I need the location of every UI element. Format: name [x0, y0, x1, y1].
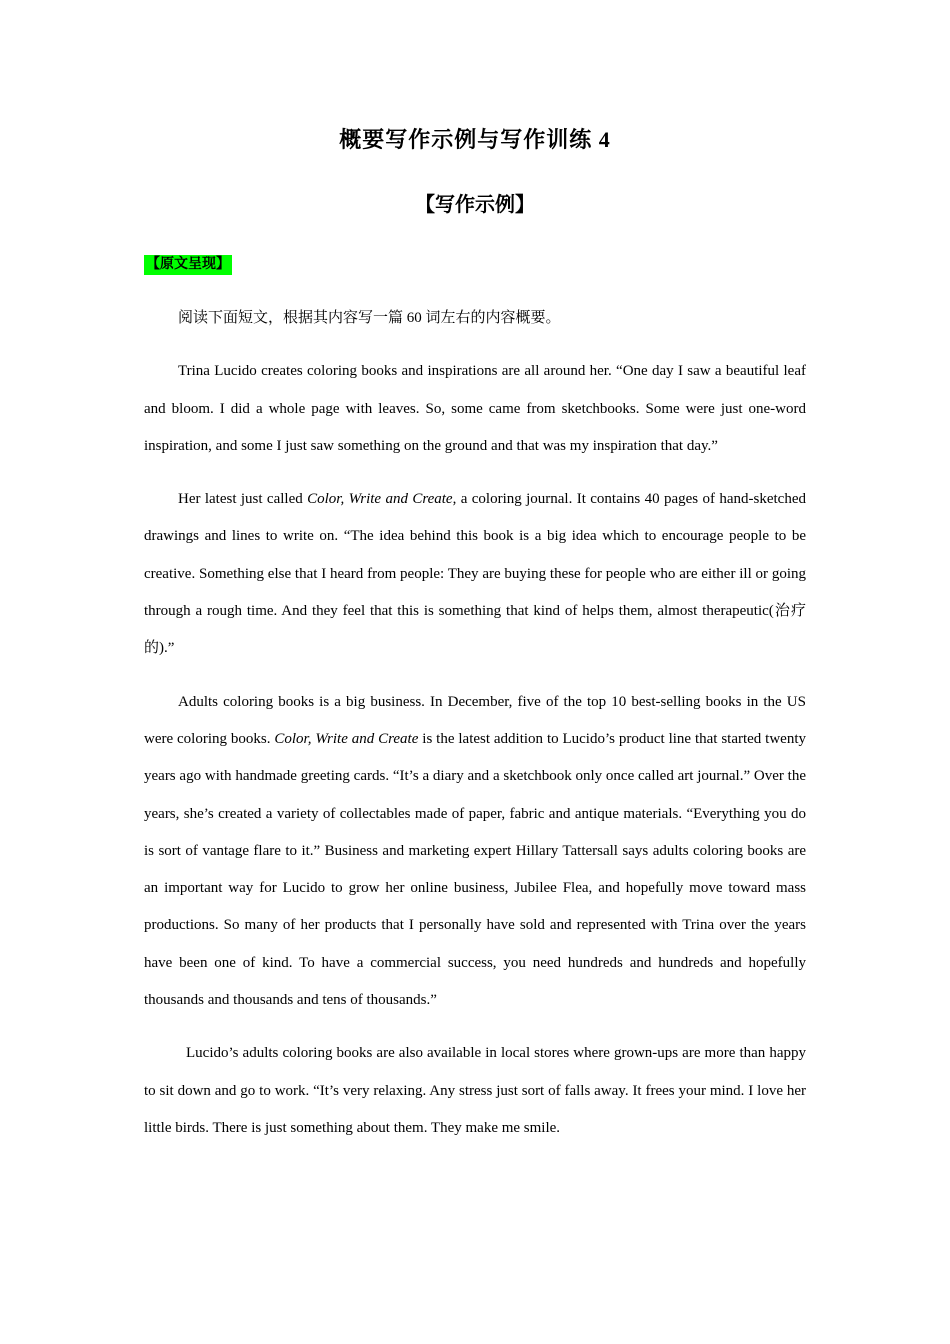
original-text-tag: 【原文呈现】	[144, 255, 232, 275]
instruction-paragraph: 阅读下面短文，根据其内容写一篇 60 词左右的内容概要。	[178, 310, 561, 326]
paragraph-2-text-b: , a coloring journal. It contains 40 pages of hand-sketched drawings and lines to write on. “The idea behind this book is a big idea which to encourage people to be creative. Something else that I heard from people: They are buying these for people who are either ill or going through a rough time. And they feel that this is something that kind of helps them, almost therapeutic(治疗的).”	[144, 491, 806, 657]
book-title: Color, Write and Create	[307, 491, 453, 508]
paragraph-3-text-b: is the latest addition to Lucido’s product line that started twenty years ago with handmade greeting cards. “It’s a diary and a sketchbook only once called art journal.” Over the years, she’s created a variety of collectables made of paper, fabric and antique materials. “Everything you do is sort of vantage flare to it.” Business and marketing expert Hillary Tattersall says adults coloring books are an important way for Lucido to grow her online business, Jubilee Flea, and hopefully move toward mass productions. So many of her products that I personally have sold and represented with Trina over the years have been one of kind. To have a commercial success, you need hundreds and hundreds and hopefully thousands and thousands and tens of thousands.”	[144, 730, 807, 1009]
paragraph-2-text-a: Her latest just called	[178, 491, 308, 508]
paragraph-3-text-a: Adults coloring books is a big business. In December, five of the top 10 best-selling books in the US were coloring books.	[144, 693, 806, 747]
book-title: Color, Write and Create	[274, 730, 419, 747]
paragraph-3	[144, 684, 806, 1020]
document-body	[144, 300, 806, 1163]
document-title: 概要写作示例与写作训练 4	[339, 127, 611, 152]
paragraph-2	[144, 481, 806, 667]
section-heading: 【写作示例】	[415, 194, 535, 216]
paragraph-1: Trina Lucido creates coloring books and inspirations are all around her. “One day I saw a beautiful leaf and bloom. I did a whole page with leaves. So, some came from sketchbooks. Some were just one-word inspiration, and some I just saw something on the ground and that was my inspiration that day.”	[144, 363, 806, 454]
paragraph-4: Lucido’s adults coloring books are also available in local stores where grown-ups are more than happy to sit down and go to work. “It’s very relaxing. Any stress just sort of falls away. It frees your mind. I love her little birds. There is just something about them. They make me smile.	[144, 1045, 806, 1136]
